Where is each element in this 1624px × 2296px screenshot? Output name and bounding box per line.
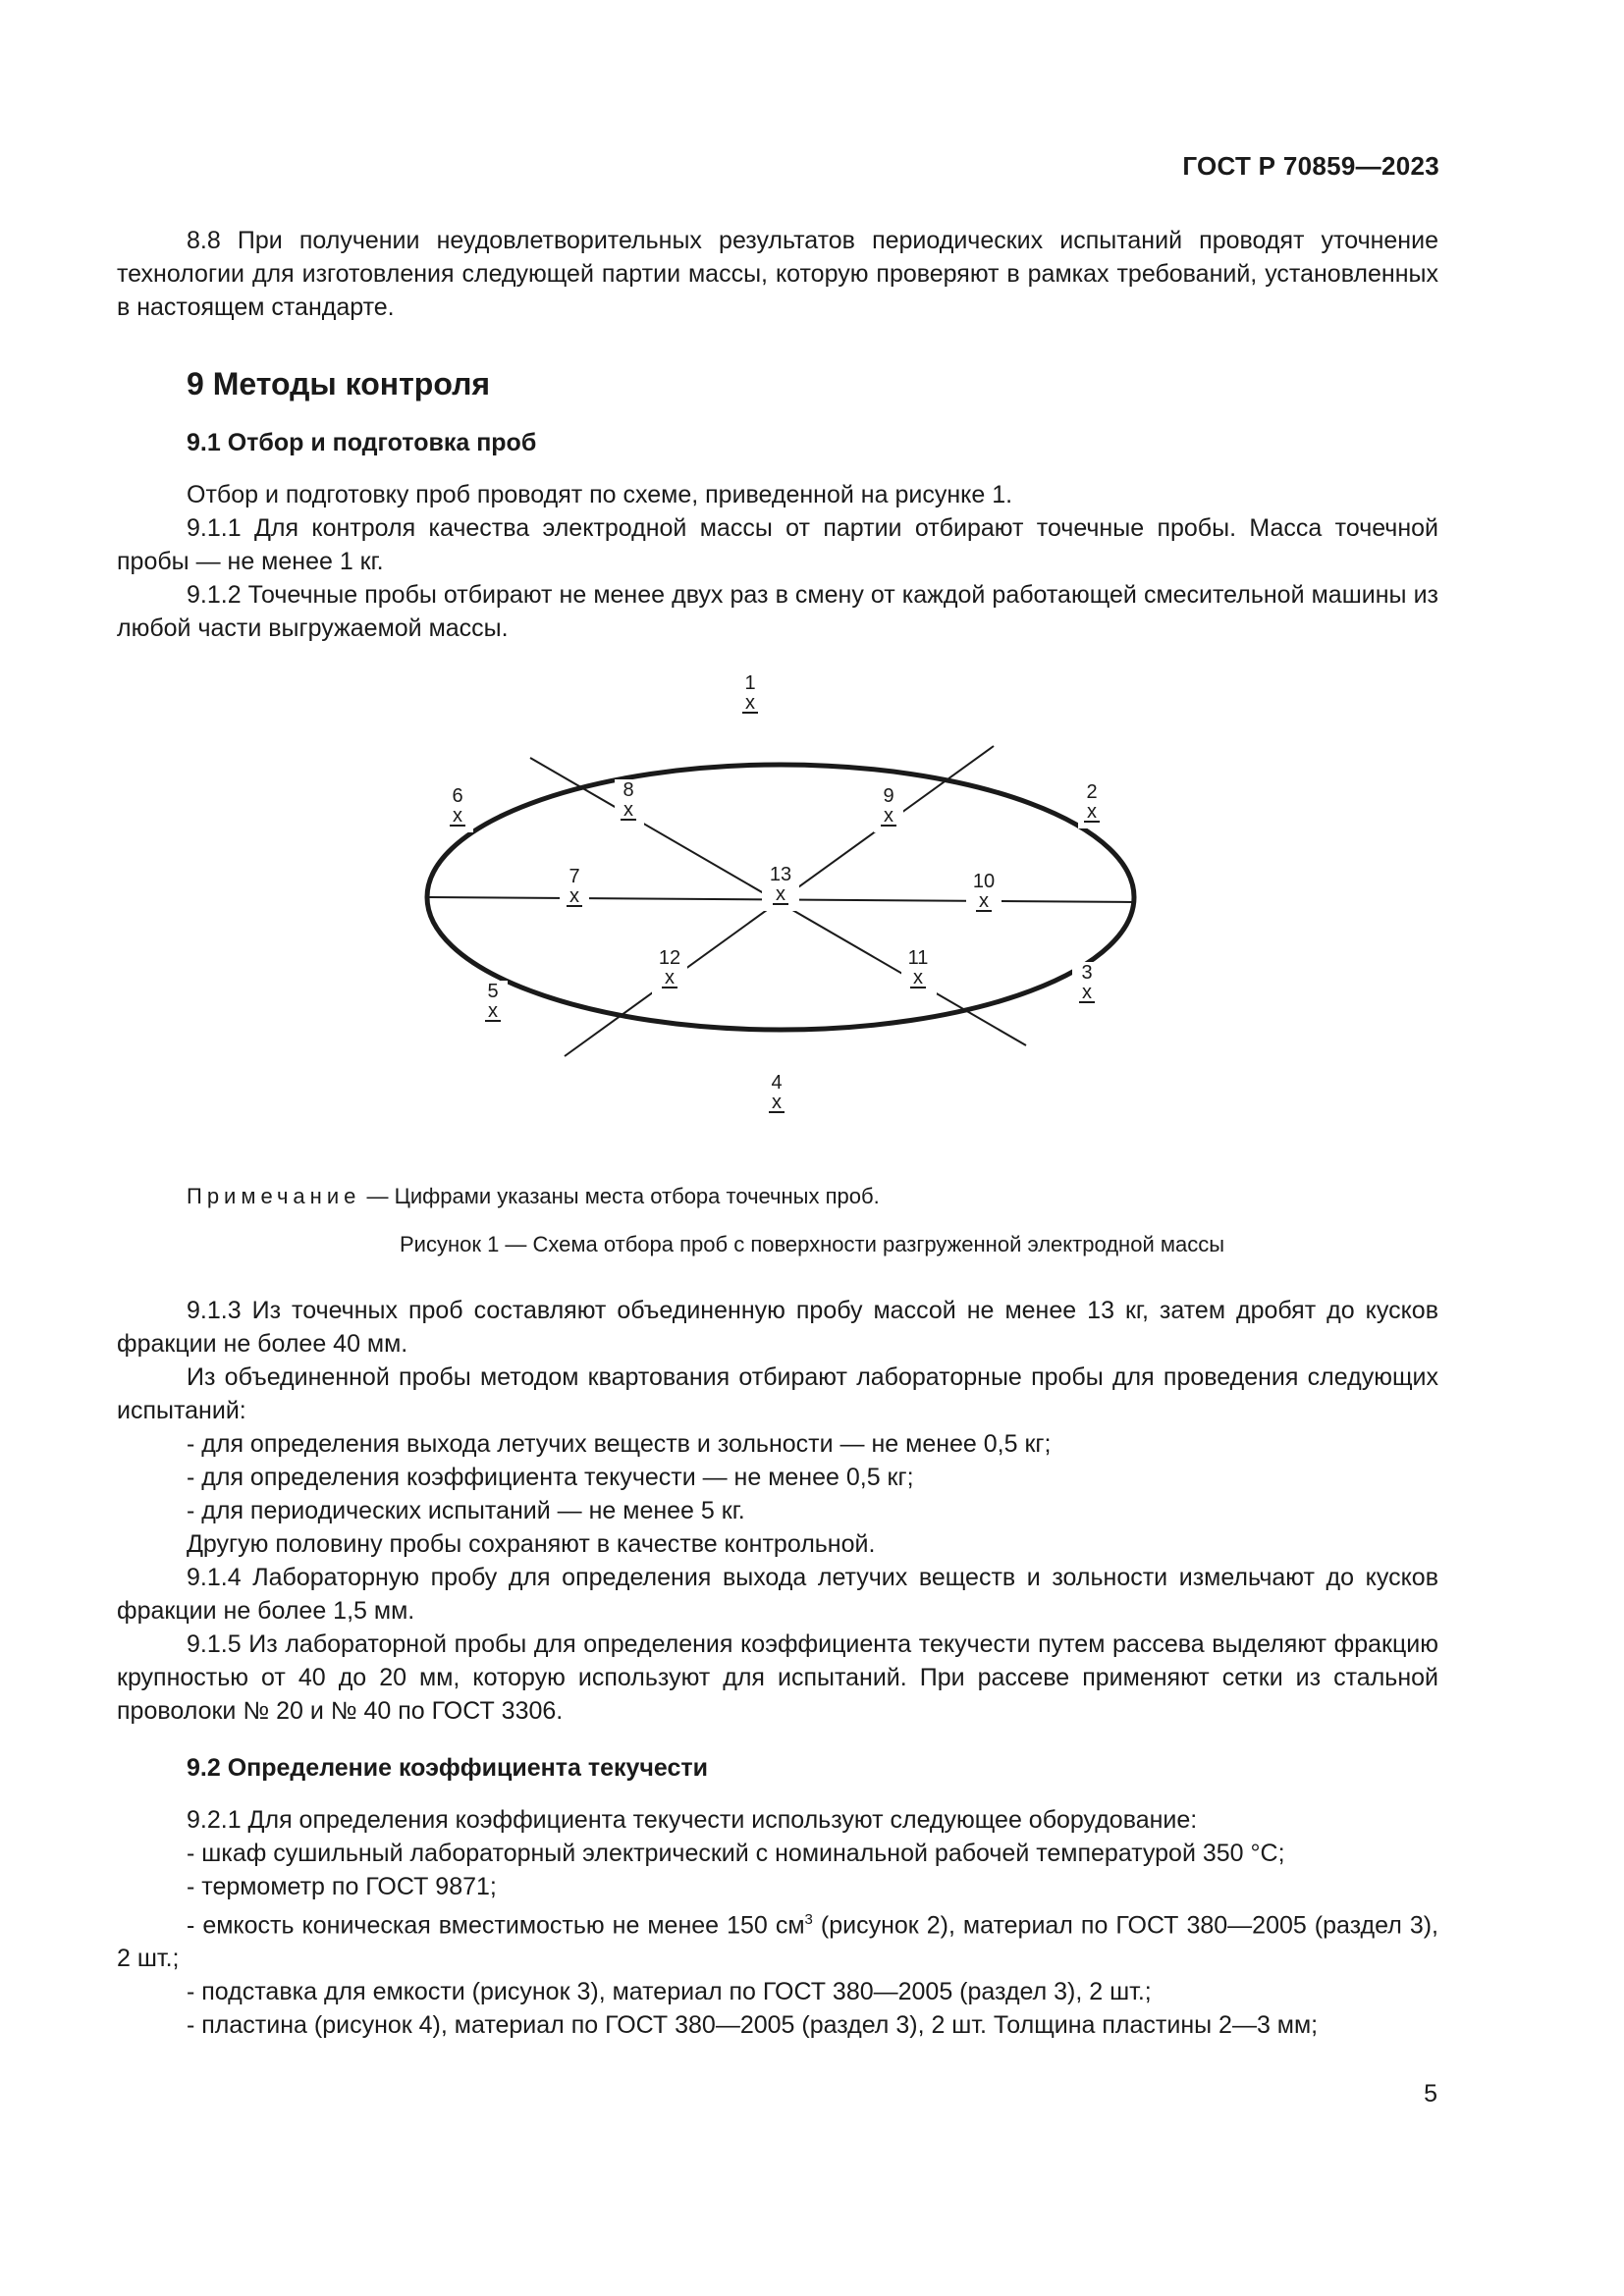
point-9-number: 9 bbox=[883, 785, 894, 807]
point-13-number: 13 bbox=[769, 864, 792, 885]
paragraph-9-1-4: 9.1.4 Лабораторную пробу для определения выхода летучих веществ и зольности измельчают до кусков фракции не более 1,5 мм. bbox=[117, 1564, 1438, 1625]
point-2-marker: x bbox=[1087, 801, 1097, 823]
section-9-1-text bbox=[117, 478, 1438, 645]
note-label: Примечание bbox=[187, 1184, 361, 1208]
point-11 bbox=[901, 947, 937, 994]
point-11-marker: x bbox=[913, 967, 923, 988]
point-12-number: 12 bbox=[658, 947, 681, 969]
point-5-number: 5 bbox=[487, 981, 499, 1002]
point-12-marker: x bbox=[665, 967, 675, 988]
figure-1-note bbox=[187, 1184, 880, 1209]
point-13-marker: x bbox=[776, 883, 785, 905]
point-13 bbox=[762, 864, 799, 911]
point-9 bbox=[874, 785, 903, 832]
point-10-number: 10 bbox=[972, 871, 996, 892]
subsection-9-2-title: 9.2 Определение коэффициента текучести bbox=[187, 1754, 709, 1782]
page-number: 5 bbox=[1424, 2080, 1437, 2108]
point-6 bbox=[444, 785, 473, 832]
sampling-scheme-diagram bbox=[0, 648, 1624, 1139]
point-2-number: 2 bbox=[1086, 781, 1098, 803]
point-7-marker: x bbox=[569, 885, 579, 907]
point-5 bbox=[478, 981, 508, 1028]
paragraph-8-8: 8.8 При получении неудовлетворительных результатов периодических испытаний проводят уточнение технологии для изготовления следующей партии массы, которую проверяют в рамках требований, установленных в настоящем стандарте. bbox=[117, 227, 1438, 321]
list-item: - для определения выхода летучих веществ и зольности — не менее 0,5 кг; bbox=[187, 1430, 1052, 1458]
point-8-marker: x bbox=[623, 799, 633, 821]
list-item-text-a: - емкость коническая вместимостью не менее 150 см bbox=[187, 1911, 805, 1940]
list-item bbox=[117, 1903, 1438, 1975]
point-1-marker: x bbox=[745, 692, 755, 714]
point-4 bbox=[762, 1072, 791, 1119]
point-12 bbox=[652, 947, 687, 994]
point-10-marker: x bbox=[979, 890, 989, 912]
point-1 bbox=[734, 672, 764, 720]
point-7 bbox=[560, 866, 589, 913]
list-item: - шкаф сушильный лабораторный электрический с номинальной рабочей температурой 350 °С; bbox=[187, 1840, 1285, 1867]
list-item: - подставка для емкости (рисунок 3), материал по ГОСТ 380—2005 (раздел 3), 2 шт.; bbox=[187, 1978, 1152, 2006]
note-text: — Цифрами указаны места отбора точечных проб. bbox=[360, 1184, 880, 1208]
point-11-number: 11 bbox=[907, 947, 929, 969]
point-7-number: 7 bbox=[568, 866, 580, 887]
point-10 bbox=[966, 871, 1001, 918]
point-1-number: 1 bbox=[744, 672, 756, 694]
point-6-number: 6 bbox=[452, 785, 463, 807]
section-9-1-continued bbox=[117, 1294, 1438, 1728]
superscript: 3 bbox=[804, 1911, 813, 1928]
list-item: - пластина (рисунок 4), материал по ГОСТ 380—2005 (раздел 3), 2 шт. Толщина пластины 2—3 мм; bbox=[187, 2011, 1319, 2040]
list-item-text-b: (рисунок 2), материал по ГОСТ 380—2005 (раздел 3), 2 шт.; bbox=[117, 1911, 1438, 1973]
point-3 bbox=[1072, 962, 1102, 1009]
paragraph-9-1-intro: Отбор и подготовку проб проводят по схеме, приведенной на рисунке 1. bbox=[187, 481, 1013, 508]
point-5-marker: x bbox=[488, 1000, 498, 1022]
paragraph-quartering: Из объединенной пробы методом квартования отбирают лабораторные пробы для проведения следующих испытаний: bbox=[117, 1363, 1438, 1424]
point-8 bbox=[615, 779, 644, 827]
point-6-marker: x bbox=[453, 805, 462, 827]
standard-header: ГОСТ Р 70859—2023 bbox=[1182, 151, 1439, 181]
section-9-title: 9 Методы контроля bbox=[187, 366, 491, 401]
point-4-marker: x bbox=[772, 1092, 782, 1113]
paragraph-9-1-5: 9.1.5 Из лабораторной пробы для определения коэффициента текучести путем рассева выделяют фракцию крупностью от 40 до 20 мм, которую используют для испытаний. При рассеве применяют сетки из стальной проволоки № 20 и № 40 по ГОСТ 3306. bbox=[117, 1630, 1438, 1725]
figure-1 bbox=[0, 648, 1624, 1139]
list-item: - для периодических испытаний — не менее 5 кг. bbox=[187, 1497, 745, 1524]
point-3-number: 3 bbox=[1081, 962, 1093, 984]
point-4-number: 4 bbox=[771, 1072, 783, 1094]
paragraph-9-1-2: 9.1.2 Точечные пробы отбирают не менее двух раз в смену от каждой работающей смесительной машины из любой части выгружаемой массы. bbox=[117, 581, 1438, 642]
point-8-number: 8 bbox=[623, 779, 634, 801]
figure-1-caption: Рисунок 1 — Схема отбора проб с поверхности разгруженной электродной массы bbox=[399, 1232, 1225, 1256]
list-item: - термометр по ГОСТ 9871; bbox=[187, 1873, 497, 1900]
subsection-9-1-title: 9.1 Отбор и подготовка проб bbox=[187, 429, 537, 456]
point-9-marker: x bbox=[884, 805, 893, 827]
paragraph-8-8-block bbox=[117, 224, 1438, 324]
paragraph-9-2-1: 9.2.1 Для определения коэффициента текучести используют следующее оборудование: bbox=[187, 1806, 1198, 1834]
point-3-marker: x bbox=[1082, 982, 1092, 1003]
paragraph-9-1-3: 9.1.3 Из точечных проб составляют объединенную пробу массой не менее 13 кг, затем дробят до кусков фракции не более 40 мм. bbox=[117, 1297, 1438, 1358]
list-item: - для определения коэффициента текучести — не менее 0,5 кг; bbox=[187, 1464, 914, 1491]
section-9-2-text bbox=[117, 1803, 1438, 2042]
point-2 bbox=[1078, 781, 1108, 828]
paragraph-control-half: Другую половину пробы сохраняют в качестве контрольной. bbox=[187, 1530, 876, 1558]
paragraph-9-1-1: 9.1.1 Для контроля качества электродной массы от партии отбирают точечные пробы. Масса точечной пробы — не менее 1 кг. bbox=[117, 514, 1438, 575]
